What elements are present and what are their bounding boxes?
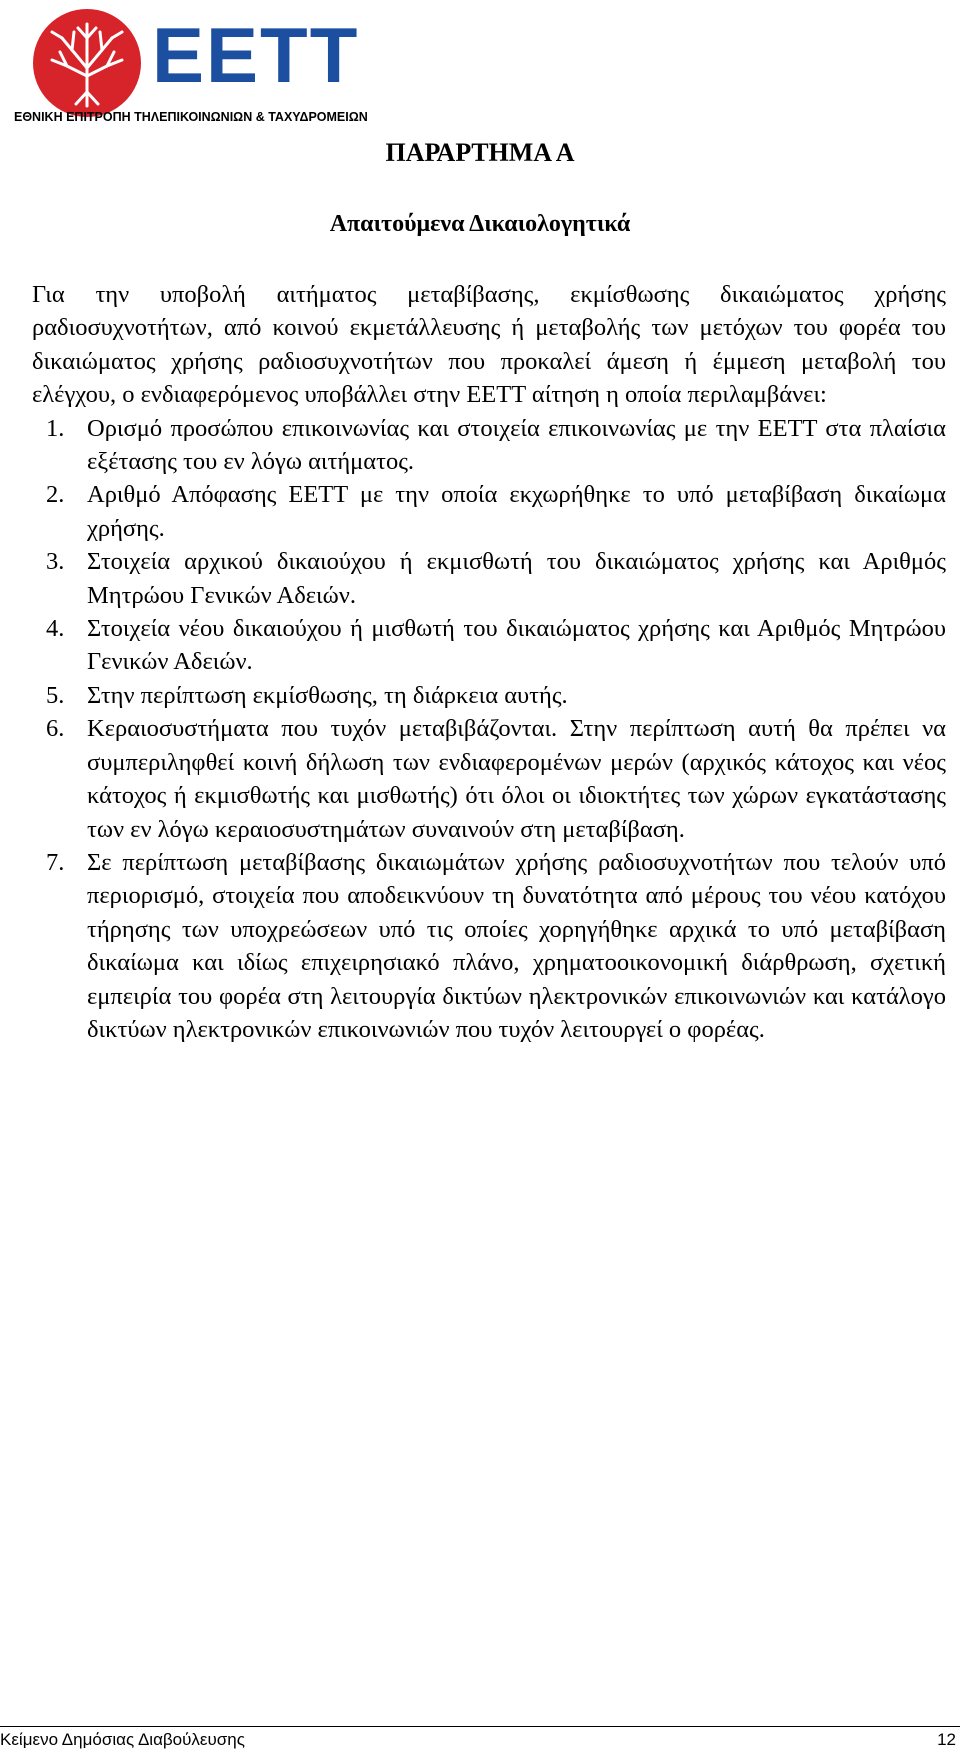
list-item-text: Στοιχεία αρχικού δικαιούχου ή εκμισθωτή του δικαιώματος χρήσης και Αριθμός Μητρώου Γενικών Αδειών. bbox=[87, 548, 946, 609]
list-item-number: 1. bbox=[46, 414, 65, 442]
eett-logo bbox=[14, 6, 374, 130]
eett-full-name: ΕΘΝΙΚΗ ΕΠΙΤΡΟΠΗ ΤΗΛΕΠΙΚΟΙΝΩΝΙΩΝ & ΤΑΧΥΔΡΟΜΕΙΩΝ bbox=[14, 110, 368, 124]
document-body bbox=[32, 278, 946, 1046]
intro-paragraph: Για την υποβολή αιτήματος μεταβίβασης, εκμίσθωσης δικαιώματος χρήσης ραδιοσυχνοτήτων, από κοινού εκμετάλλευσης ή μεταβολής των μετόχων του φορέα του δικαιώματος χρήσης ραδιοσυχνοτήτων που προκαλεί άμεση ή έμμεση μεταβολή του ελέγχου, ο ενδιαφερόμενος υποβάλλει στην ΕΕΤΤ αίτηση η οποία περιλαμβάνει: bbox=[32, 281, 946, 409]
eett-tree-emblem-icon bbox=[32, 8, 142, 118]
footer-document-label: Κείμενο Δημόσιας Διαβούλευσης bbox=[0, 1730, 245, 1749]
list-item-text: Κεραιοσυστήματα που τυχόν μεταβιβάζονται. Στην περίπτωση αυτή θα πρέπει να συμπεριληφθεί κοινή δήλωση των ενδιαφερομένων μερών (αρχικός κάτοχος και νέος κάτοχος ή εκμισθωτής και μισθωτής) ότι όλοι οι ιδιοκτήτες των χώρων εγκατάστασης των εν λόγω κεραιοσυστημάτων συναινούν στη μεταβίβαση. bbox=[87, 715, 946, 843]
list-item-text: Αριθμό Απόφασης ΕΕΤΤ με την οποία εκχωρήθηκε το υπό μεταβίβαση δικαίωμα χρήσης. bbox=[87, 481, 946, 542]
list-item-number: 6. bbox=[46, 715, 65, 743]
list-item-text: Σε περίπτωση μεταβίβασης δικαιωμάτων χρήσης ραδιοσυχνοτήτων που τελούν υπό περιορισμό, στοιχεία που αποδεικνύουν τη δυνατότητα από μέρους του νέου κατόχου τήρησης των υποχρεώσεων υπό τις οποίες χορηγήθηκε αρχικά το υπό μεταβίβαση δικαίωμα και ιδίως επιχειρησιακό πλάνο, χρηματοοικονομική διάρθρωση, σχετική εμπειρία του φορέα στη λειτουργία δικτύων ηλεκτρονικών επικοινωνιών και κατάλογο δικτύων ηλεκτρονικών επικοινωνιών που τυχόν λειτουργεί ο φορέας. bbox=[87, 848, 946, 1043]
list-item bbox=[32, 612, 946, 679]
page-number: 12 bbox=[937, 1730, 956, 1749]
annex-subtitle: Απαιτούμενα Δικαιολογητικά bbox=[329, 211, 631, 237]
eett-wordmark bbox=[152, 11, 360, 99]
list-item bbox=[32, 412, 946, 479]
requirements-list bbox=[32, 412, 946, 1047]
list-item-number: 7. bbox=[46, 848, 65, 876]
list-item bbox=[32, 679, 946, 712]
list-item-number: 3. bbox=[46, 548, 65, 576]
list-item bbox=[32, 846, 946, 1046]
list-item bbox=[32, 712, 946, 846]
list-item-text: Στην περίπτωση εκμίσθωσης, τη διάρκεια αυτής. bbox=[87, 681, 568, 709]
list-item-number: 4. bbox=[46, 615, 65, 643]
annex-title: ΠΑΡΑΡΤΗΜΑ Α bbox=[385, 138, 575, 167]
list-item-number: 2. bbox=[46, 481, 65, 509]
list-item bbox=[32, 478, 946, 545]
list-item bbox=[32, 545, 946, 612]
list-item-text: Ορισμό προσώπου επικοινωνίας και στοιχεία επικοινωνίας με την ΕΕΤΤ στα πλαίσια εξέτασης του εν λόγω αιτήματος. bbox=[87, 414, 946, 476]
list-item-text: Στοιχεία νέου δικαιούχου ή μισθωτή του δικαιώματος χρήσης και Αριθμός Μητρώου Γενικών Αδειών. bbox=[87, 615, 946, 676]
list-item-number: 5. bbox=[46, 681, 65, 709]
footer-divider bbox=[0, 1726, 960, 1727]
eett-wordmark-text: EETT bbox=[152, 11, 360, 99]
